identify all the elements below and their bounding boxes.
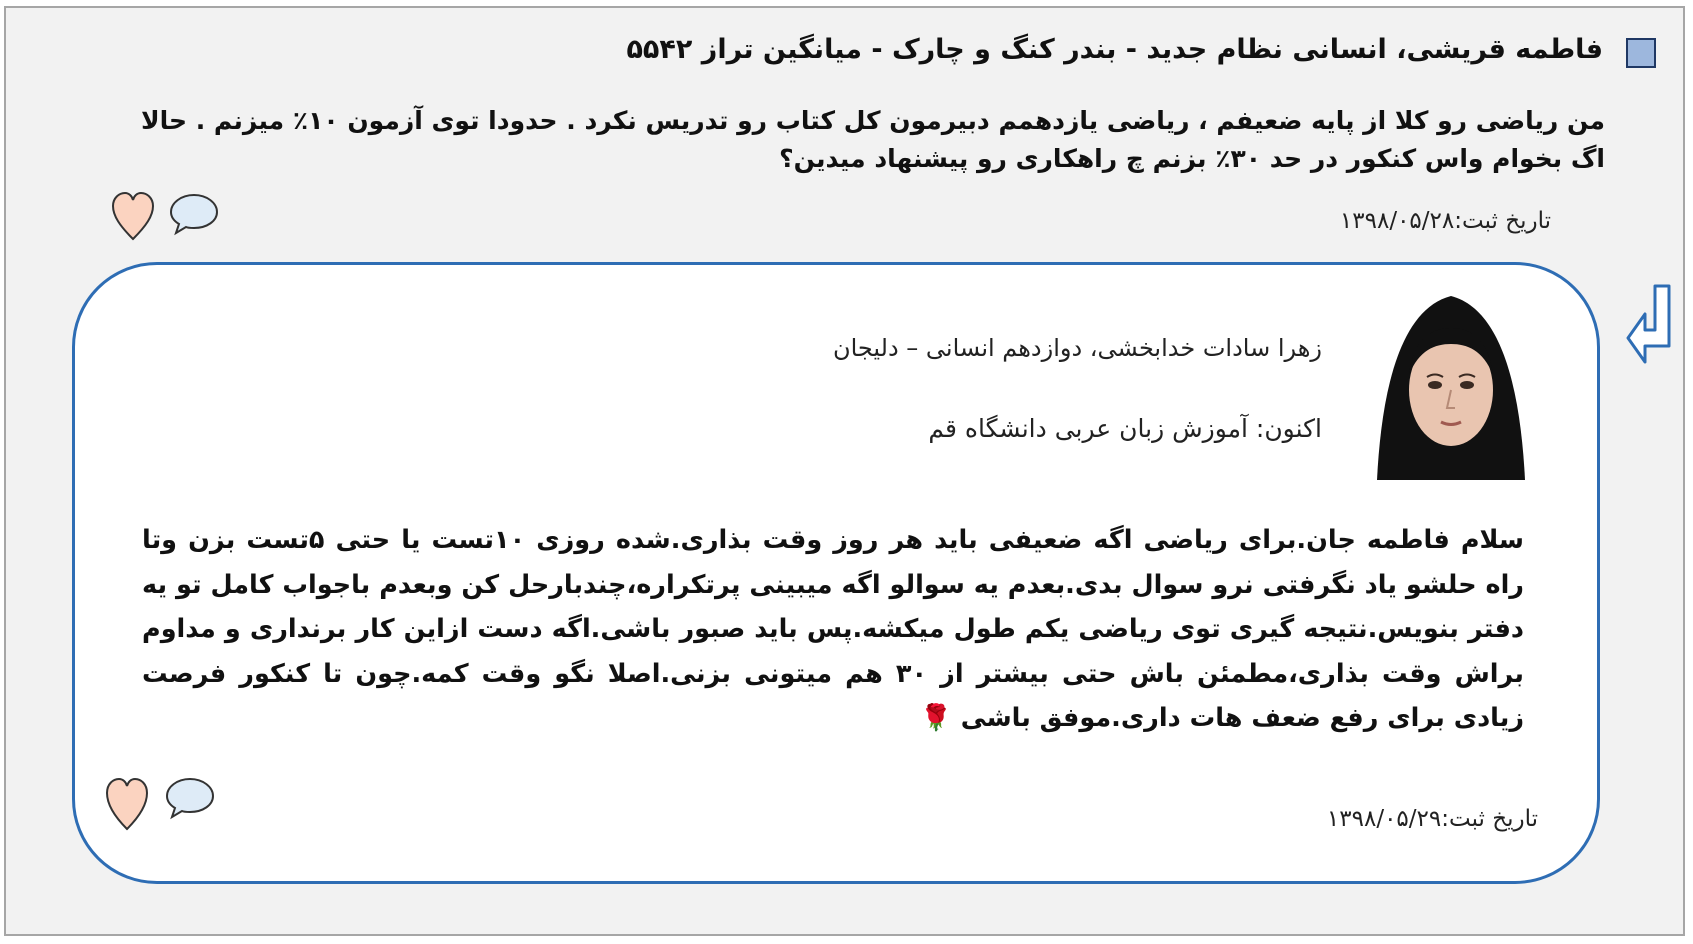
answerer-current-status: اکنون: آموزش زبان عربی دانشگاه قم [928, 414, 1322, 443]
comment-bubble-icon[interactable] [164, 776, 216, 820]
question-title: فاطمه قریشی، انسانی نظام جدید - بندر کنگ و چارک - میانگین تراز ۵۵۴۲ [626, 34, 1603, 65]
heart-icon[interactable] [110, 190, 156, 242]
comment-bubble-icon[interactable] [168, 192, 220, 236]
answer-date: تاریخ ثبت:۱۳۹۸/۰۵/۲۹ [1326, 806, 1538, 832]
answerer-photo [1367, 280, 1535, 480]
heart-icon[interactable] [104, 776, 150, 832]
answer-text: سلام فاطمه جان.برای ریاضی اگه ضعیفی باید هر روز وقت بذاری.شده روزی ۱۰تست یا حتی ۵تست بزن وتا راه حلشو یاد نگرفتی نرو سوال بدی.بعدم یه سوالو اگه میبینی پرتکراره،چندبارحل کن وبعدم باجواب کامل تو یه دفتر بنویس.نتیجه گیری توی ریاضی یکم طول میکشه.پس باید صبور باشی.اگه دست ازاین کار برنداری و مداوم براش وقت بذاری،مطمئن باش حتی بیشتر از ۳۰ هم میتونی بزنی.اصلا نگو وقت کمه.چون تا کنکور فرصت زیادی برای رفع ضعف هات داری.موفق باشی 🌹 [142, 525, 1524, 733]
question-text: من ریاضی رو کلا از پایه ضعیفم ، ریاضی یازدهمم دبیرمون کل کتاب رو تدریس نکرد . حدودا توی آزمون ۱۰٪ میزنم . حالا اگ بخوام واس کنکور در حد ۳۰٪ بزنم چ راهکاری رو پیشنهاد میدین؟ [140, 106, 1605, 173]
answerer-name: زهرا سادات خدابخشی، دوازدهم انسانی – دلیجان [832, 334, 1322, 362]
question-bullet-square [1626, 38, 1656, 68]
reply-arrow-icon [1625, 282, 1673, 370]
question-date: تاریخ ثبت:۱۳۹۸/۰۵/۲۸ [1339, 208, 1551, 234]
